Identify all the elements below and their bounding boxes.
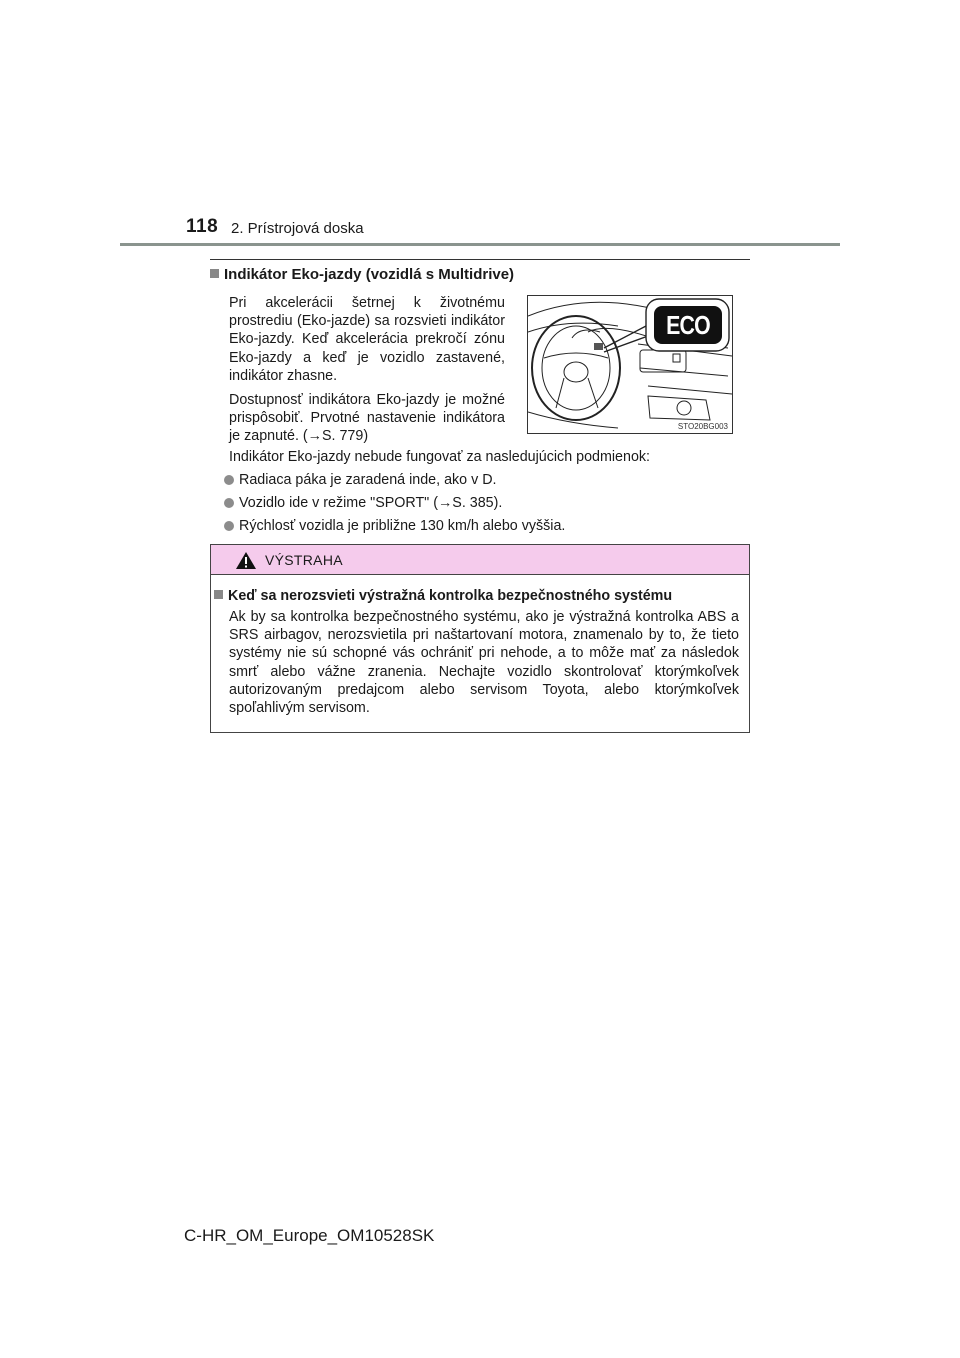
warning-box — [210, 544, 750, 733]
warning-heading: Keď sa nerozsvieti výstražná kontrolka bezpečnostného systému — [214, 588, 672, 604]
list-item: Radiaca páka je zaradená inde, ako v D. — [224, 472, 565, 495]
square-bullet-icon — [214, 590, 223, 599]
list-item: Vozidlo ide v režime "SPORT" (→S. 385). — [224, 495, 565, 518]
section-heading-text: Indikátor Eko-jazdy (vozidlá s Multidrive) — [224, 266, 515, 283]
intro-paragraph-1: Pri akcelerácii šetrnej k životnému prostrediu (Eko-jazde) sa rozsvieti indikátor Eko-jazdy. Keď akcelerácia prekročí zónu Eko-jazdy a keď je vozidlo zastavené, indikátor zhasne. — [229, 295, 505, 384]
warning-header — [211, 545, 749, 575]
warning-text: Ak by sa kontrolka bezpečnostného systému, ako je výstražná kontrolka ABS a SRS airbagov, nerozsvietila pri naštartovaní motora, znamenalo by to, že tieto systémy nie sú schopné vás ochrániť pri nehode, a to môže mať za následok smrť alebo vážne zranenia. Nechajte vozidlo skontrolovať ktorýmkoľvek autorizovaným predajcom alebo servisom Toyota, alebo ktorýmkoľvek spoľahlivým servisom. — [229, 609, 739, 717]
square-bullet-icon — [210, 269, 219, 278]
chapter-title: 2. Prístrojová doska — [231, 220, 364, 237]
dashboard-illustration — [527, 295, 733, 434]
section-rule — [210, 259, 750, 260]
intro-text — [229, 294, 505, 452]
bullet-dot-icon — [224, 498, 234, 508]
illustration-code: STO20BG003 — [677, 422, 728, 431]
warning-triangle-icon — [235, 551, 257, 570]
bullet-dot-icon — [224, 475, 234, 485]
warning-label: VÝSTRAHA — [265, 552, 343, 568]
footer-code: C-HR_OM_Europe_OM10528SK — [184, 1226, 435, 1245]
intro-paragraph-2: Dostupnosť indikátora Eko-jazdy je možné prispôsobiť. Prvotné nastavenie indikátora je zapnuté. (→S. 779) — [229, 392, 505, 445]
eco-badge-text: ECO — [666, 310, 710, 340]
header-rule — [120, 243, 840, 246]
conditions-list — [224, 472, 565, 541]
conditions-intro: Indikátor Eko-jazdy nebude fungovať za nasledujúcich podmienok: — [229, 449, 651, 465]
bullet-dot-icon — [224, 521, 234, 531]
list-item: Rýchlosť vozidla je približne 130 km/h alebo vyššia. — [224, 518, 565, 541]
section-heading — [210, 266, 514, 283]
page-number: 118 — [186, 216, 219, 237]
